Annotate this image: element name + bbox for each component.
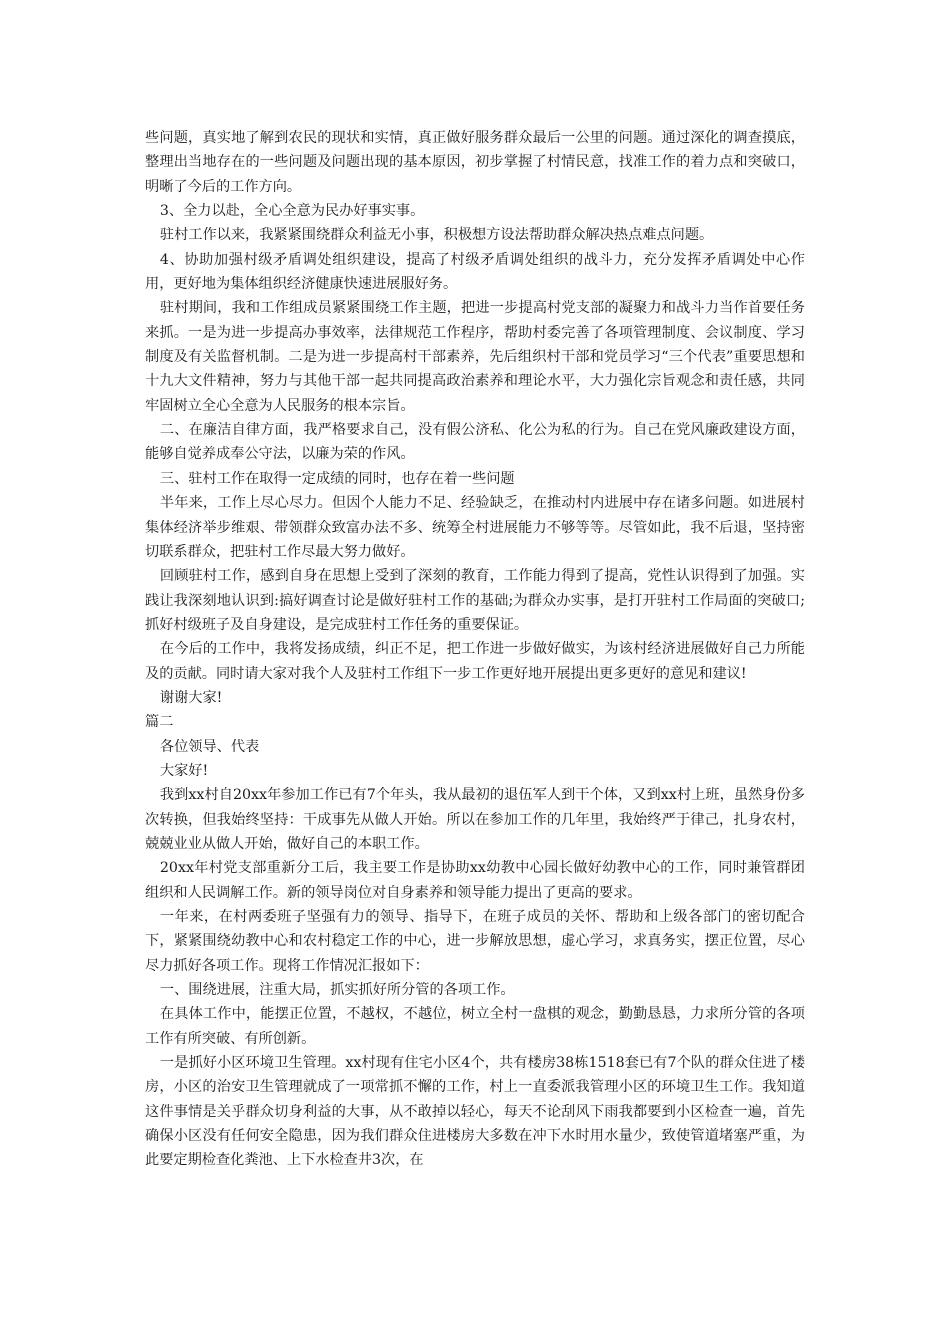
paragraph: 谢谢大家! [159,689,223,706]
paragraph: 三、驻村工作在取得一定成绩的同时，也存在着一些问题 [159,470,515,487]
paragraph: 驻村工作以来，我紧紧围绕群众利益无小事，积极想方设法帮助群众解决热点难点问题。 [159,227,714,244]
paragraph: 20xx年村党支部重新分工后，我主要工作是协助xx幼教中心园长做好幼教中心的工作，同时兼管群团组织和人民调解工作。新的领导岗位对自身素养和领导能力提出了更高的要求。 [145,860,805,901]
document-body [145,126,805,1173]
paragraph: 一、围绕进展，注重大局，抓实抓好所分管的各项工作。 [159,982,515,999]
paragraph: 回顾驻村工作，感到自身在思想上受到了深刻的教育，工作能力得到了提高，党性认识得到了加强。实践让我深刻地认识到:搞好调查讨论是做好驻村工作的基础;为群众办实事，是打开驻村工作局面的突破口;抓好村级班子及自身建设，是完成驻村工作任务的重要保证。 [145,568,805,633]
paragraph: 驻村期间，我和工作组成员紧紧围绕工作主题，把进一步提高村党支部的凝聚力和战斗力当作首要任务来抓。一是为进一步提高办事效率，法律规范工作程序，帮助村委完善了各项管理制度、会议制度、学习制度及有关监督机制。二是为进一步提高村干部素养，先后组织村干部和党员学习“三个代表”重要思想和十九大文件精神，努力与其他干部一起共同提高政治素养和理论水平，大力强化宗旨观念和责任感，共同牢固树立全心全意为人民服务的根本宗旨。 [145,300,805,414]
paragraph: 各位领导、代表 [159,738,260,755]
paragraph: 在今后的工作中，我将发扬成绩，纠正不足，把工作进一步做好做实，为该村经济进展做好自己力所能及的贡献。同时请大家对我个人及驻村工作组下一步工作更好地开展提出更多更好的意见和建议! [145,641,805,682]
paragraph: 一是抓好小区环境卫生管理。xx村现有住宅小区4个，共有楼房38栋1518套已有7个队的群众住进了楼房，小区的治安卫生管理就成了一项常抓不懈的工作，村上一直委派我管理小区的环境卫生工作。我知道这件事情是关乎群众切身利益的大事，从不敢掉以轻心，每天不论刮风下雨我都要到小区检查一遍，首先确保小区没有任何安全隐患，因为我们群众住进楼房大多数在冲下水时用水量少，致使管道堵塞严重，为此要定期检查化粪池、上下水检查井3次，在 [145,1055,805,1169]
paragraph: 一年来，在村两委班子坚强有力的领导、指导下，在班子成员的关怀、帮助和上级各部门的密切配合下，紧紧围绕幼教中心和农村稳定工作的中心，进一步解放思想，虚心学习，求真务实，摆正位置，尽心尽力抓好各项工作。现将工作情况汇报如下： [145,909,805,974]
paragraph: 二、在廉洁自律方面，我严格要求自己，没有假公济私、化公为私的行为。自己在党风廉政建设方面，能够自觉养成奉公守法，以廉为荣的作风。 [145,422,805,463]
paragraph: 篇二 [145,714,174,731]
paragraph: 4、协助加强村级矛盾调处组织建设，提高了村级矛盾调处组织的战斗力，充分发挥矛盾调处中心作用，更好地为集体组织经济健康快速进展服好务。 [145,251,805,293]
paragraph: 大家好! [159,762,209,779]
paragraph: 些问题，真实地了解到农民的现状和实情，真正做好服务群众最后一公里的问题。通过深化的调查摸底，整理出当地存在的一些问题及问题出现的基本原因，初步掌握了村情民意，找准工作的着力点和突破口，明晰了今后的工作方向。 [145,130,805,195]
paragraph: 半年来，工作上尽心尽力。但因个人能力不足、经验缺乏，在推动村内进展中存在诸多问题。如进展村集体经济举步维艰、带领群众致富办法不多、统筹全村进展能力不够等等。尽管如此，我不后退，坚持密切联系群众，把驻村工作尽最大努力做好。 [145,495,805,560]
paragraph: 3、全力以赴，全心全意为民办好事实事。 [159,203,425,220]
paragraph: 我到xx村自20xx年参加工作已有7个年头，我从最初的退伍军人到干个体，又到xx村上班，虽然身份多次转换，但我始终坚持：干成事先从做人开始。所以在参加工作的几年里，我始终严于律己，扎身农村，兢兢业业从做人开始，做好自己的本职工作。 [145,787,805,852]
paragraph: 在具体工作中，能摆正位置，不越权，不越位，树立全村一盘棋的观念，勤勤恳恳，力求所分管的各项工作有所突破、有所创新。 [145,1006,805,1047]
